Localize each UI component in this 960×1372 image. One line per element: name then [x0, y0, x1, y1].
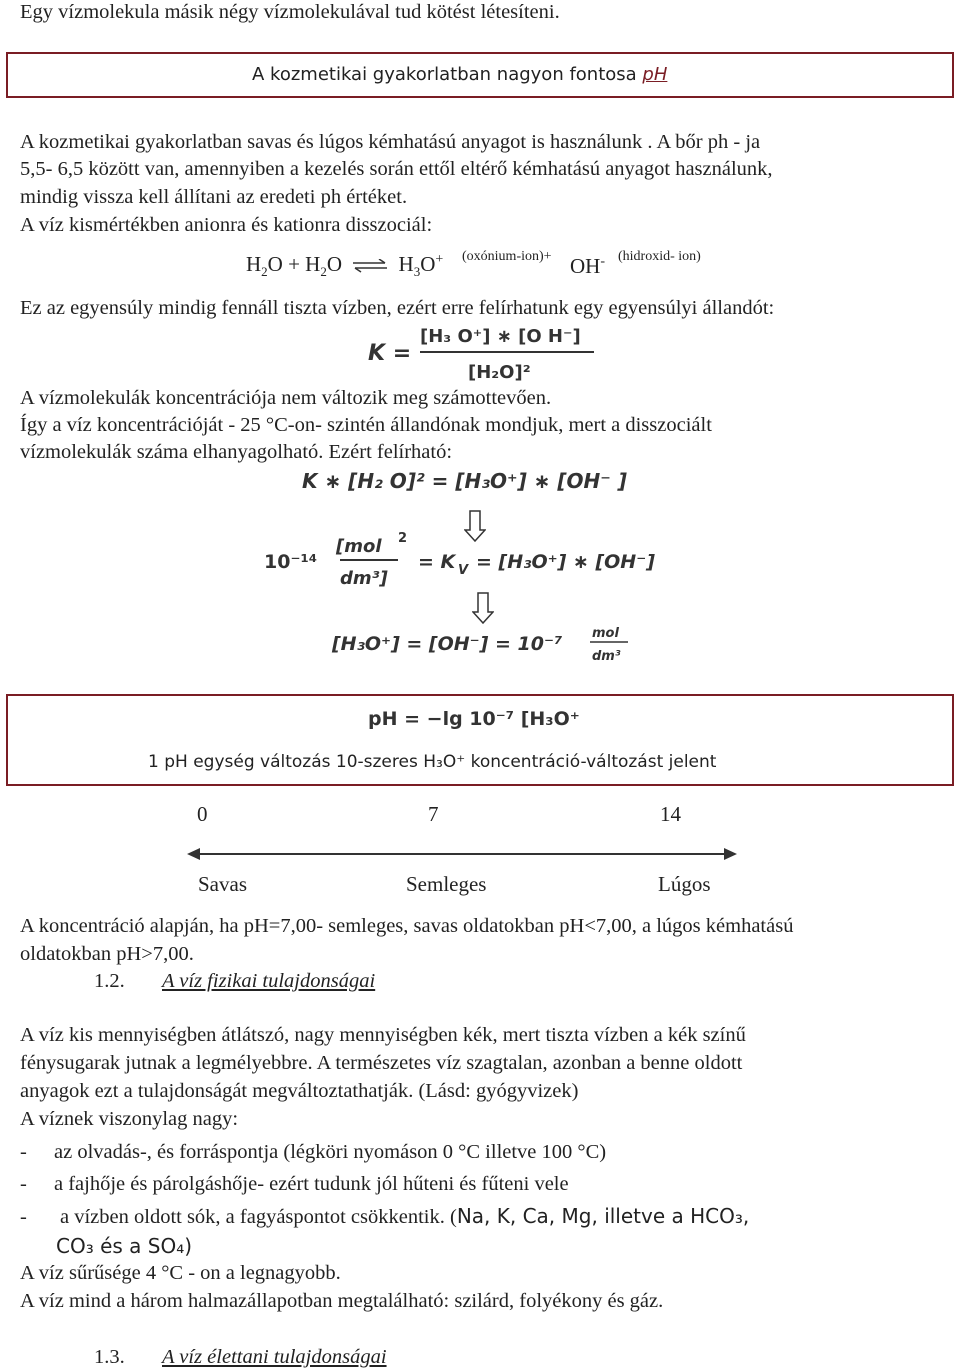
hydroxide-formula: OH- [570, 254, 606, 278]
bullet-2: - a fajhője és párolgáshője- ezért tudunk jól hűteni és fűteni vele [20, 1170, 569, 1198]
svg-text:K =: K = [368, 341, 412, 366]
section-13-number: 1.3. [94, 1346, 125, 1368]
para1-line1: A kozmetikai gyakorlatban savas és lúgos kémhatású anyagot is használunk . A bőr ph - ja [20, 131, 761, 153]
scale-label-lugos: Lúgos [658, 872, 711, 896]
box-title: A kozmetikai gyakorlatban nagyon fontosa pH [252, 64, 668, 85]
svg-text:[H₂O]²: [H₂O]² [468, 362, 531, 383]
conc-line3: vízmolekulák száma elhanyagolható. Ezért felírható: [20, 441, 453, 463]
scale-number-14: 14 [660, 802, 681, 826]
svg-text:[mol: [mol [336, 536, 382, 557]
bullet-1: - az olvadás-, és forráspontja (légköri nyomáson 0 °C illetve 100 °C) [20, 1138, 606, 1166]
svg-text:10⁻¹⁴: 10⁻¹⁴ [264, 551, 318, 573]
equilibrium-arrow-icon [351, 259, 389, 273]
bullet-dash: - [20, 1141, 27, 1163]
kw-formula-1 [300, 464, 670, 496]
oxonium-label: (oxónium-ion)+ [462, 249, 552, 264]
highlight-box-ph [6, 52, 954, 98]
scale-label-savas: Savas [198, 872, 247, 896]
ph-formula [354, 698, 610, 738]
highlight-box-ph-definition [6, 694, 954, 786]
svg-text:V: V [458, 563, 469, 578]
density-text: A víz sűrűsége 4 °C - on a legnagyobb. [20, 1262, 341, 1284]
bullet-dash: - [20, 1173, 27, 1195]
svg-text:2: 2 [398, 531, 408, 546]
conc-line2: Így a víz koncentrációját - 25 °C-on- szintén állandónak mondjuk, mert a disszociált [20, 414, 712, 436]
scale-label-semleges: Semleges [406, 872, 487, 896]
svg-text:K ∗ [H₂ O]² = [H₃O⁺] ∗ [OH⁻ ]: K ∗ [H₂ O]² = [H₃O⁺] ∗ [OH⁻ ] [302, 469, 627, 493]
conclusion-line2: oldatokban pH>7,00. [20, 943, 194, 965]
svg-text:pH = −lg 10⁻⁷ [H₃O⁺: pH = −lg 10⁻⁷ [H₃O⁺ [368, 708, 580, 730]
states-text: A víz mind a három halmazállapotban megtalálható: szilárd, folyékony és gáz. [20, 1290, 664, 1312]
svg-text:mol: mol [592, 626, 619, 641]
equilibrium-text: Ez az egyensúly mindig fennáll tiszta vízben, ezért erre felírhatunk egy egyensúlyi állandót: [20, 297, 775, 319]
physical-line3: anyagok ezt a tulajdonságát megváltoztathatják. (Lásd: gyógyvizek) [20, 1080, 579, 1102]
section-12-number: 1.2. [94, 970, 125, 992]
svg-text:dm³]: dm³] [340, 568, 388, 589]
kw-formula-2 [262, 528, 722, 590]
ph-scale-arrow-icon [186, 844, 738, 864]
section-13-title: A víz élettani tulajdonságai [162, 1346, 387, 1368]
ph-link[interactable]: pH [642, 64, 668, 85]
svg-text:[H₃ O⁺] ∗ [O H⁻]: [H₃ O⁺] ∗ [O H⁻] [420, 326, 581, 347]
physical-line4: A víznek viszonylag nagy: [20, 1108, 239, 1130]
k-equation-graphic [368, 316, 598, 386]
scale-number-7: 7 [428, 802, 439, 826]
water-equation: $H_2O + H_2O$ $H_3O^+$ [246, 252, 444, 280]
hydroxide-label: (hidroxid- ion) [618, 249, 701, 264]
physical-line2: fénysugarak jutnak a legmélyebbre. A természetes víz szagtalan, azonban a benne oldott [20, 1052, 743, 1074]
k-formula [368, 316, 598, 392]
intro-line: Egy vízmolekula másik négy vízmolekulával tud kötést létesíteni. [20, 1, 560, 23]
svg-text:[H₃O⁺] = [OH⁻] = 10⁻⁷: [H₃O⁺] = [OH⁻] = 10⁻⁷ [332, 633, 563, 655]
svg-text:dm³: dm³ [592, 649, 621, 664]
para1-line3: mindig vissza kell állítani az eredeti ph értéket. [20, 186, 408, 208]
para1-line2: 5,5- 6,5 között van, amennyiben a kezelés során ettől eltérő kémhatású anyagot használunk, [20, 158, 773, 180]
svg-text:= K: = K [418, 551, 456, 573]
conclusion-line1: A koncentráció alapján, ha pH=7,00- semleges, savas oldatokban pH<7,00, a lúgos kémhatású [20, 915, 794, 937]
svg-text:= [H₃O⁺] ∗ [OH⁻]: = [H₃O⁺] ∗ [OH⁻] [476, 551, 655, 573]
kw-formula-3 [330, 620, 640, 666]
section-12-title: A víz fizikai tulajdonságai [162, 970, 376, 992]
bullet-3-cont: CO₃ és a SO₄) [56, 1234, 193, 1258]
dissociation-intro: A víz kismértékben anionra és kationra disszociál: [20, 214, 433, 236]
box2-caption: 1 pH egység változás 10-szeres H₃O⁺ koncentráció-változást jelent [148, 752, 717, 772]
conc-line1: A vízmolekulák koncentrációja nem változik meg számottevően. [20, 387, 552, 409]
scale-number-0: 0 [197, 802, 208, 826]
physical-line1: A víz kis mennyiségben átlátszó, nagy mennyiségben kék, mert tiszta vízben a kék színű [20, 1024, 746, 1046]
bullet-dash: - [20, 1206, 27, 1228]
bullet-3: - a vízben oldott sók, a fagyáspontot csökkentik. (Na, K, Ca, Mg, illetve a HCO₃, [20, 1202, 749, 1231]
